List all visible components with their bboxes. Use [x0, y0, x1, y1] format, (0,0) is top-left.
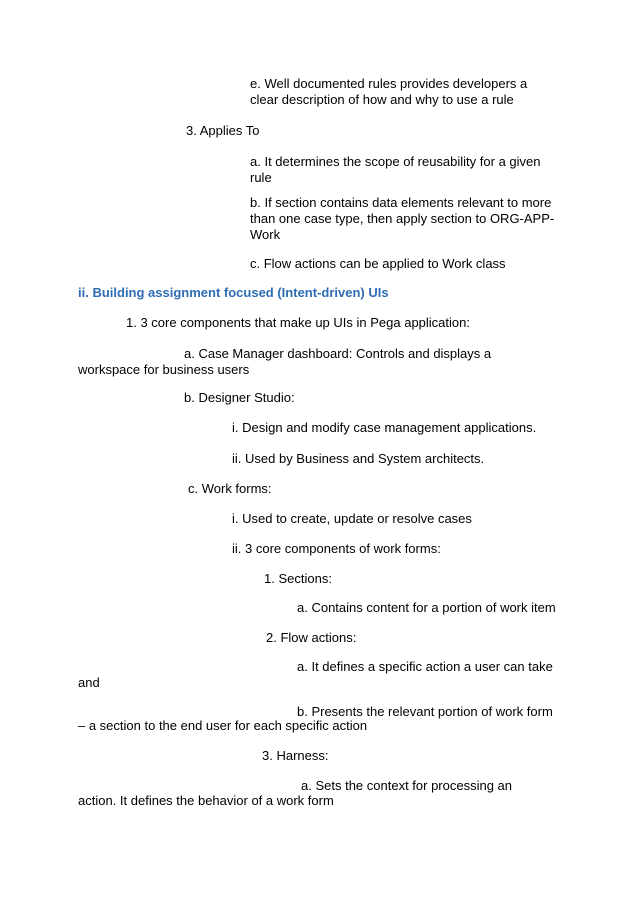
item-b-section: b. If section contains data elements relevant to more [250, 195, 552, 210]
item-3-harness: 3. Harness: [262, 748, 329, 763]
item-b-presents-continuation: – a section to the end user for each specific action [78, 718, 368, 733]
item-1-sections: 1. Sections: [264, 571, 332, 586]
item-a-case-manager-continuation: workspace for business users [78, 362, 250, 377]
item-c-flow-actions: c. Flow actions can be applied to Work class [250, 256, 506, 271]
item-a-continuation: rule [250, 170, 272, 185]
item-b-designer-studio: b. Designer Studio: [184, 390, 295, 405]
item-ii-architects: ii. Used by Business and System architects. [232, 451, 485, 466]
item-b-continuation-1: than one case type, then apply section to ORG-APP- [250, 211, 555, 226]
item-a-scope: a. It determines the scope of reusability for a given [250, 154, 541, 169]
item-e-continuation: clear description of how and why to use a rule [250, 92, 514, 107]
item-1-core-components: 1. 3 core components that make up UIs in Pega application: [126, 315, 470, 330]
item-3-applies-to: 3. Applies To [186, 123, 260, 138]
section-heading-ii: ii. Building assignment focused (Intent-driven) UIs [78, 285, 389, 300]
item-i-create-update: i. Used to create, update or resolve cases [232, 511, 472, 526]
item-a-sections-content: a. Contains content for a portion of work item [297, 600, 556, 615]
item-a-specific-action: a. It defines a specific action a user can take [297, 659, 553, 674]
item-i-design-modify: i. Design and modify case management applications. [232, 420, 537, 435]
item-a-sets-context: a. Sets the context for processing an [301, 778, 513, 793]
item-b-presents-portion: b. Presents the relevant portion of work form [297, 704, 553, 719]
item-e-documented-rules: e. Well documented rules provides developers a [250, 76, 528, 91]
item-a-sets-context-continuation: action. It defines the behavior of a work form [78, 793, 334, 808]
item-c-work-forms: c. Work forms: [188, 481, 272, 496]
item-b-continuation-2: Work [250, 227, 281, 242]
item-a-case-manager: a. Case Manager dashboard: Controls and displays a [184, 346, 492, 361]
item-ii-work-form-components: ii. 3 core components of work forms: [232, 541, 441, 556]
item-a-specific-action-continuation: and [78, 675, 100, 690]
item-2-flow-actions: 2. Flow actions: [266, 630, 357, 645]
